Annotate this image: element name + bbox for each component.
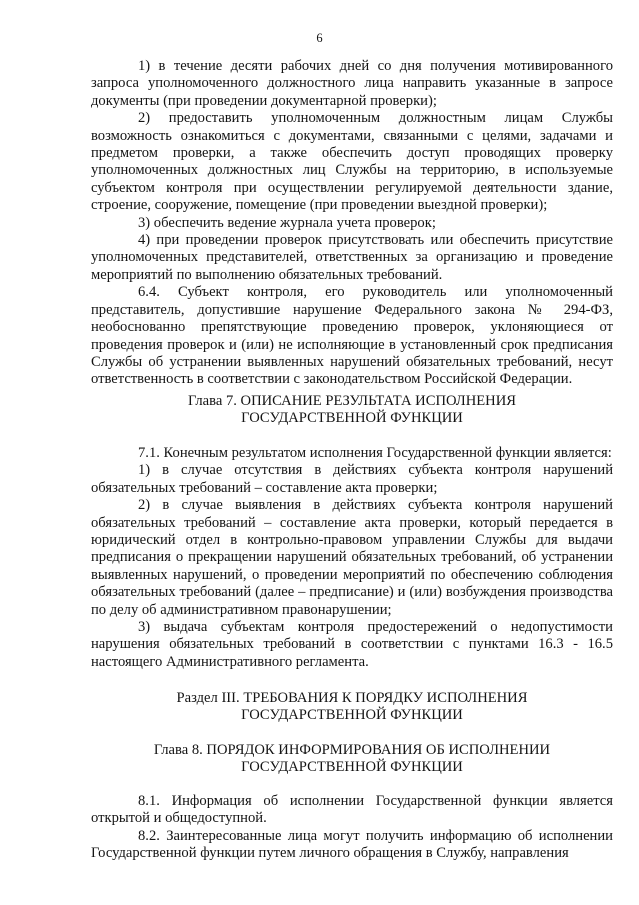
paragraph: 1) в случае отсутствия в действиях субъекта контроля нарушений обязательных требований – составление акта проверки; [91,462,613,496]
paragraph: 8.2. Заинтересованные лица могут получить информацию об исполнении Государственной функции путем личного обращения в Службу, направления [91,827,613,862]
paragraph: 3) обеспечить ведение журнала учета проверок; [138,214,436,231]
paragraph: 1) в течение десяти рабочих дней со дня получения мотивированного запроса уполномоченного должностного лица направить указанные в запросе документы (при проведении документарной проверки); [91,58,613,109]
chapter-7-heading [91,393,613,428]
heading-line: Глава 7. ОПИСАНИЕ РЕЗУЛЬТАТА ИСПОЛНЕНИЯ [188,393,516,409]
paragraph: 4) при проведении проверок присутствовать или обеспечить присутствие уполномоченных представителей, ответственных за организацию и проведение мероприятий по выполнению обязательных требований. [91,232,613,283]
section-3-heading [91,690,613,725]
informing-block [91,793,613,863]
paragraph: 6.4. Субъект контроля, его руководитель или уполномоченный представитель, допустившие нарушение Федерального закона № 294-ФЗ, необоснованно препятствующие проведению проверок, уклоняющиеся от проведения проверок и (или) не исполняющие в установленный срок предписания Службы об устранении выявленных нарушений обязательных требований, несут ответственность в соответствии с законодательством Российской Федерации. [91,284,613,388]
paragraph: 3) выдача субъектам контроля предостережений о недопустимости нарушения обязательных требований в соответствии с пунктами 16.3 - 16.5 настоящего Административного регламента. [91,619,613,670]
heading-line: ГОСУДАРСТВЕННОЙ ФУНКЦИИ [241,410,463,427]
paragraph: 2) предоставить уполномоченным должностным лицам Службы возможность ознакомиться с документами, связанными с целями, задачами и предметом проверки, а также обеспечить доступ проводящих проверку уполномоченных должностных лиц Службы на территорию, в используемые субъектом контроля при осуществлении регулируемой деятельности здание, строение, сооружение, помещение (при проведении выездной проверки); [91,110,613,214]
obligations-block [91,58,613,389]
heading-line: ГОСУДАРСТВЕННОЙ ФУНКЦИИ [241,707,463,724]
page-number: 6 [316,31,323,45]
heading-line: ГОСУДАРСТВЕННОЙ ФУНКЦИИ [241,759,463,776]
result-block [91,445,613,671]
heading-line: Раздел III. ТРЕБОВАНИЯ К ПОРЯДКУ ИСПОЛНЕНИЯ [176,690,528,706]
heading-line: Глава 8. ПОРЯДОК ИНФОРМИРОВАНИЯ ОБ ИСПОЛНЕНИИ [153,742,551,758]
paragraph: 8.1. Информация об исполнении Государственной функции является открытой и общедоступной. [91,793,613,827]
paragraph: 2) в случае выявления в действиях субъекта контроля нарушений обязательных требований – составление акта проверки, который передается в юридический отдел в контрольно-правовом управлении Службы для выдачи предписания о прекращении нарушений обязательных требований, об устранении выявленных нарушений, о проведении мероприятий по обеспечению соблюдения обязательных требований (далее – предписание) и (или) возбуждения производства по делу об административном правонарушении; [91,497,613,618]
chapter-8-heading [91,742,613,777]
paragraph: 7.1. Конечным результатом исполнения Государственной функции является: [138,445,612,461]
